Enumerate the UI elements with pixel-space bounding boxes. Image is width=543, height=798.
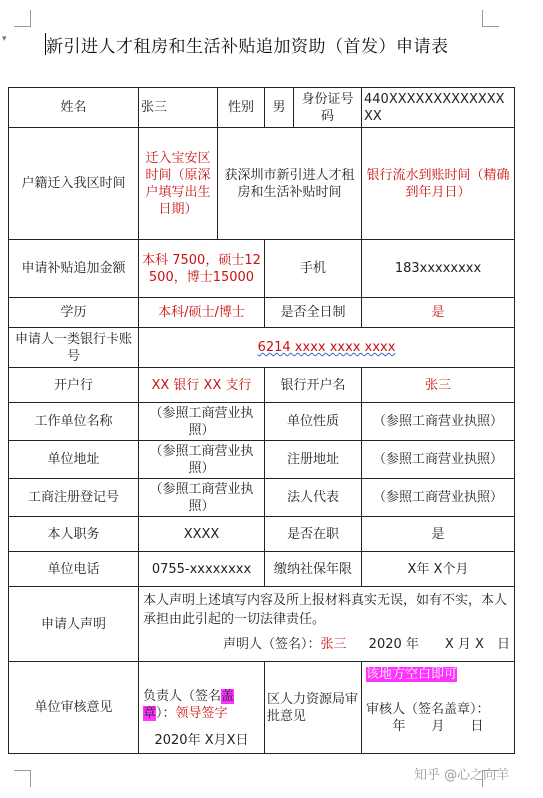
employer-phone-label: 单位电话 bbox=[9, 552, 139, 587]
employer-phone-value[interactable]: 0755-xxxxxxxx bbox=[139, 552, 265, 587]
declaration-signature-line bbox=[143, 635, 510, 654]
employer-review-date[interactable]: 2020年 X月X日 bbox=[154, 733, 249, 748]
name-label: 姓名 bbox=[9, 88, 139, 128]
employer-type-value[interactable]: （参照工商营业执照） bbox=[362, 403, 515, 441]
account-holder-value[interactable]: 张三 bbox=[362, 368, 515, 403]
subsidy-time-value[interactable]: 银行流水到账时间（精确到年月日） bbox=[362, 128, 515, 240]
anchor-icon: ▾ bbox=[2, 34, 7, 44]
declaration-date[interactable]: 2020 年 X 月 X 日 bbox=[368, 637, 510, 652]
document-title[interactable]: 新引进人才租房和生活补贴追加资助（首发）申请表 bbox=[46, 37, 449, 57]
fulltime-value[interactable]: 是 bbox=[362, 298, 515, 328]
social-security-value[interactable]: X年 X个月 bbox=[362, 552, 515, 587]
bank-branch-label: 开户行 bbox=[9, 368, 139, 403]
page-corner-mark bbox=[14, 770, 31, 787]
seal-highlight: 盖章 bbox=[143, 689, 235, 721]
household-move-label: 户籍迁入我区时间 bbox=[9, 128, 139, 240]
leader-signature[interactable]: 领导签字 bbox=[175, 706, 228, 721]
signature-prefix: 声明人（签名）： bbox=[223, 637, 321, 652]
phone-label: 手机 bbox=[265, 240, 362, 298]
reviewer-label[interactable]: 审核人（签名盖章）： bbox=[366, 702, 490, 717]
id-number-value[interactable]: 440XXXXXXXXXXXXXXX bbox=[362, 88, 515, 128]
application-form-table bbox=[8, 87, 515, 754]
gender-value[interactable]: 男 bbox=[265, 88, 294, 128]
legal-rep-label: 法人代表 bbox=[265, 479, 362, 517]
name-value[interactable]: 张三 bbox=[139, 88, 218, 128]
page-corner-mark bbox=[14, 10, 31, 27]
hr-approval-label: 区人力资源局审批意见 bbox=[265, 662, 362, 754]
responsible-person-line bbox=[143, 688, 260, 722]
position-label: 本人职务 bbox=[9, 517, 139, 552]
employer-review-label: 单位审核意见 bbox=[9, 662, 139, 754]
business-reg-label: 工商注册登记号 bbox=[9, 479, 139, 517]
form-row bbox=[9, 240, 515, 298]
form-row bbox=[9, 517, 515, 552]
fulltime-label: 是否全日制 bbox=[265, 298, 362, 328]
account-holder-label: 银行开户名 bbox=[265, 368, 362, 403]
page-corner-mark bbox=[482, 10, 499, 27]
employed-label: 是否在职 bbox=[265, 517, 362, 552]
watermark: 知乎 @心之向羊 bbox=[414, 768, 510, 783]
education-value[interactable]: 本科/硕士/博士 bbox=[139, 298, 265, 328]
social-security-label: 缴纳社保年限 bbox=[265, 552, 362, 587]
declaration-text: 本人声明上述填写内容及所上报材料真实无误，如有不实，本人承担由此引起的一切法律责任。 bbox=[143, 593, 508, 627]
employer-type-label: 单位性质 bbox=[265, 403, 362, 441]
registered-address-value[interactable]: （参照工商营业执照） bbox=[362, 441, 515, 479]
household-move-value[interactable]: 迁入宝安区时间（原深户填写出生日期） bbox=[139, 128, 218, 240]
position-value[interactable]: XXXX bbox=[139, 517, 265, 552]
phone-value[interactable]: 183xxxxxxxx bbox=[362, 240, 515, 298]
form-row bbox=[9, 552, 515, 587]
form-row bbox=[9, 441, 515, 479]
employer-name-label: 工作单位名称 bbox=[9, 403, 139, 441]
employer-name-value[interactable]: （参照工商营业执照） bbox=[139, 403, 265, 441]
employer-address-label: 单位地址 bbox=[9, 441, 139, 479]
form-row bbox=[9, 88, 515, 128]
signature-name[interactable]: 张三 bbox=[320, 637, 347, 652]
bank-card-label: 申请人一类银行卡账号 bbox=[9, 328, 139, 368]
bank-card-value[interactable]: 6214 xxxx xxxx xxxx bbox=[257, 340, 396, 355]
business-reg-value[interactable]: （参照工商营业执照） bbox=[139, 479, 265, 517]
extra-amount-label: 申请补贴追加金额 bbox=[9, 240, 139, 298]
education-label: 学历 bbox=[9, 298, 139, 328]
form-row bbox=[9, 479, 515, 517]
reviewer-date[interactable]: 年 月 日 bbox=[392, 719, 484, 734]
legal-rep-value[interactable]: （参照工商营业执照） bbox=[362, 479, 515, 517]
form-row bbox=[9, 662, 515, 754]
declaration-label: 申请人声明 bbox=[9, 587, 139, 662]
blank-note-highlight: 该地方空白即可 bbox=[366, 667, 458, 682]
employed-value[interactable]: 是 bbox=[362, 517, 515, 552]
responsible-prefix: 负责人（签名 bbox=[143, 689, 222, 704]
subsidy-time-label: 获深圳市新引进人才租房和生活补贴时间 bbox=[218, 128, 362, 240]
form-row bbox=[9, 368, 515, 403]
form-row bbox=[9, 587, 515, 662]
hr-approval-cell bbox=[362, 662, 515, 754]
form-row bbox=[9, 298, 515, 328]
form-row bbox=[9, 128, 515, 240]
employer-review-cell bbox=[139, 662, 265, 754]
responsible-colon: ）： bbox=[156, 706, 176, 721]
registered-address-label: 注册地址 bbox=[265, 441, 362, 479]
form-row bbox=[9, 403, 515, 441]
employer-address-value[interactable]: （参照工商营业执照） bbox=[139, 441, 265, 479]
extra-amount-value[interactable]: 本科 7500，硕士12500，博士15000 bbox=[139, 240, 265, 298]
form-row bbox=[9, 328, 515, 368]
declaration-cell bbox=[139, 587, 515, 662]
id-number-label: 身份证号码 bbox=[294, 88, 362, 128]
gender-label: 性别 bbox=[218, 88, 265, 128]
bank-branch-value[interactable]: XX 银行 XX 支行 bbox=[139, 368, 265, 403]
